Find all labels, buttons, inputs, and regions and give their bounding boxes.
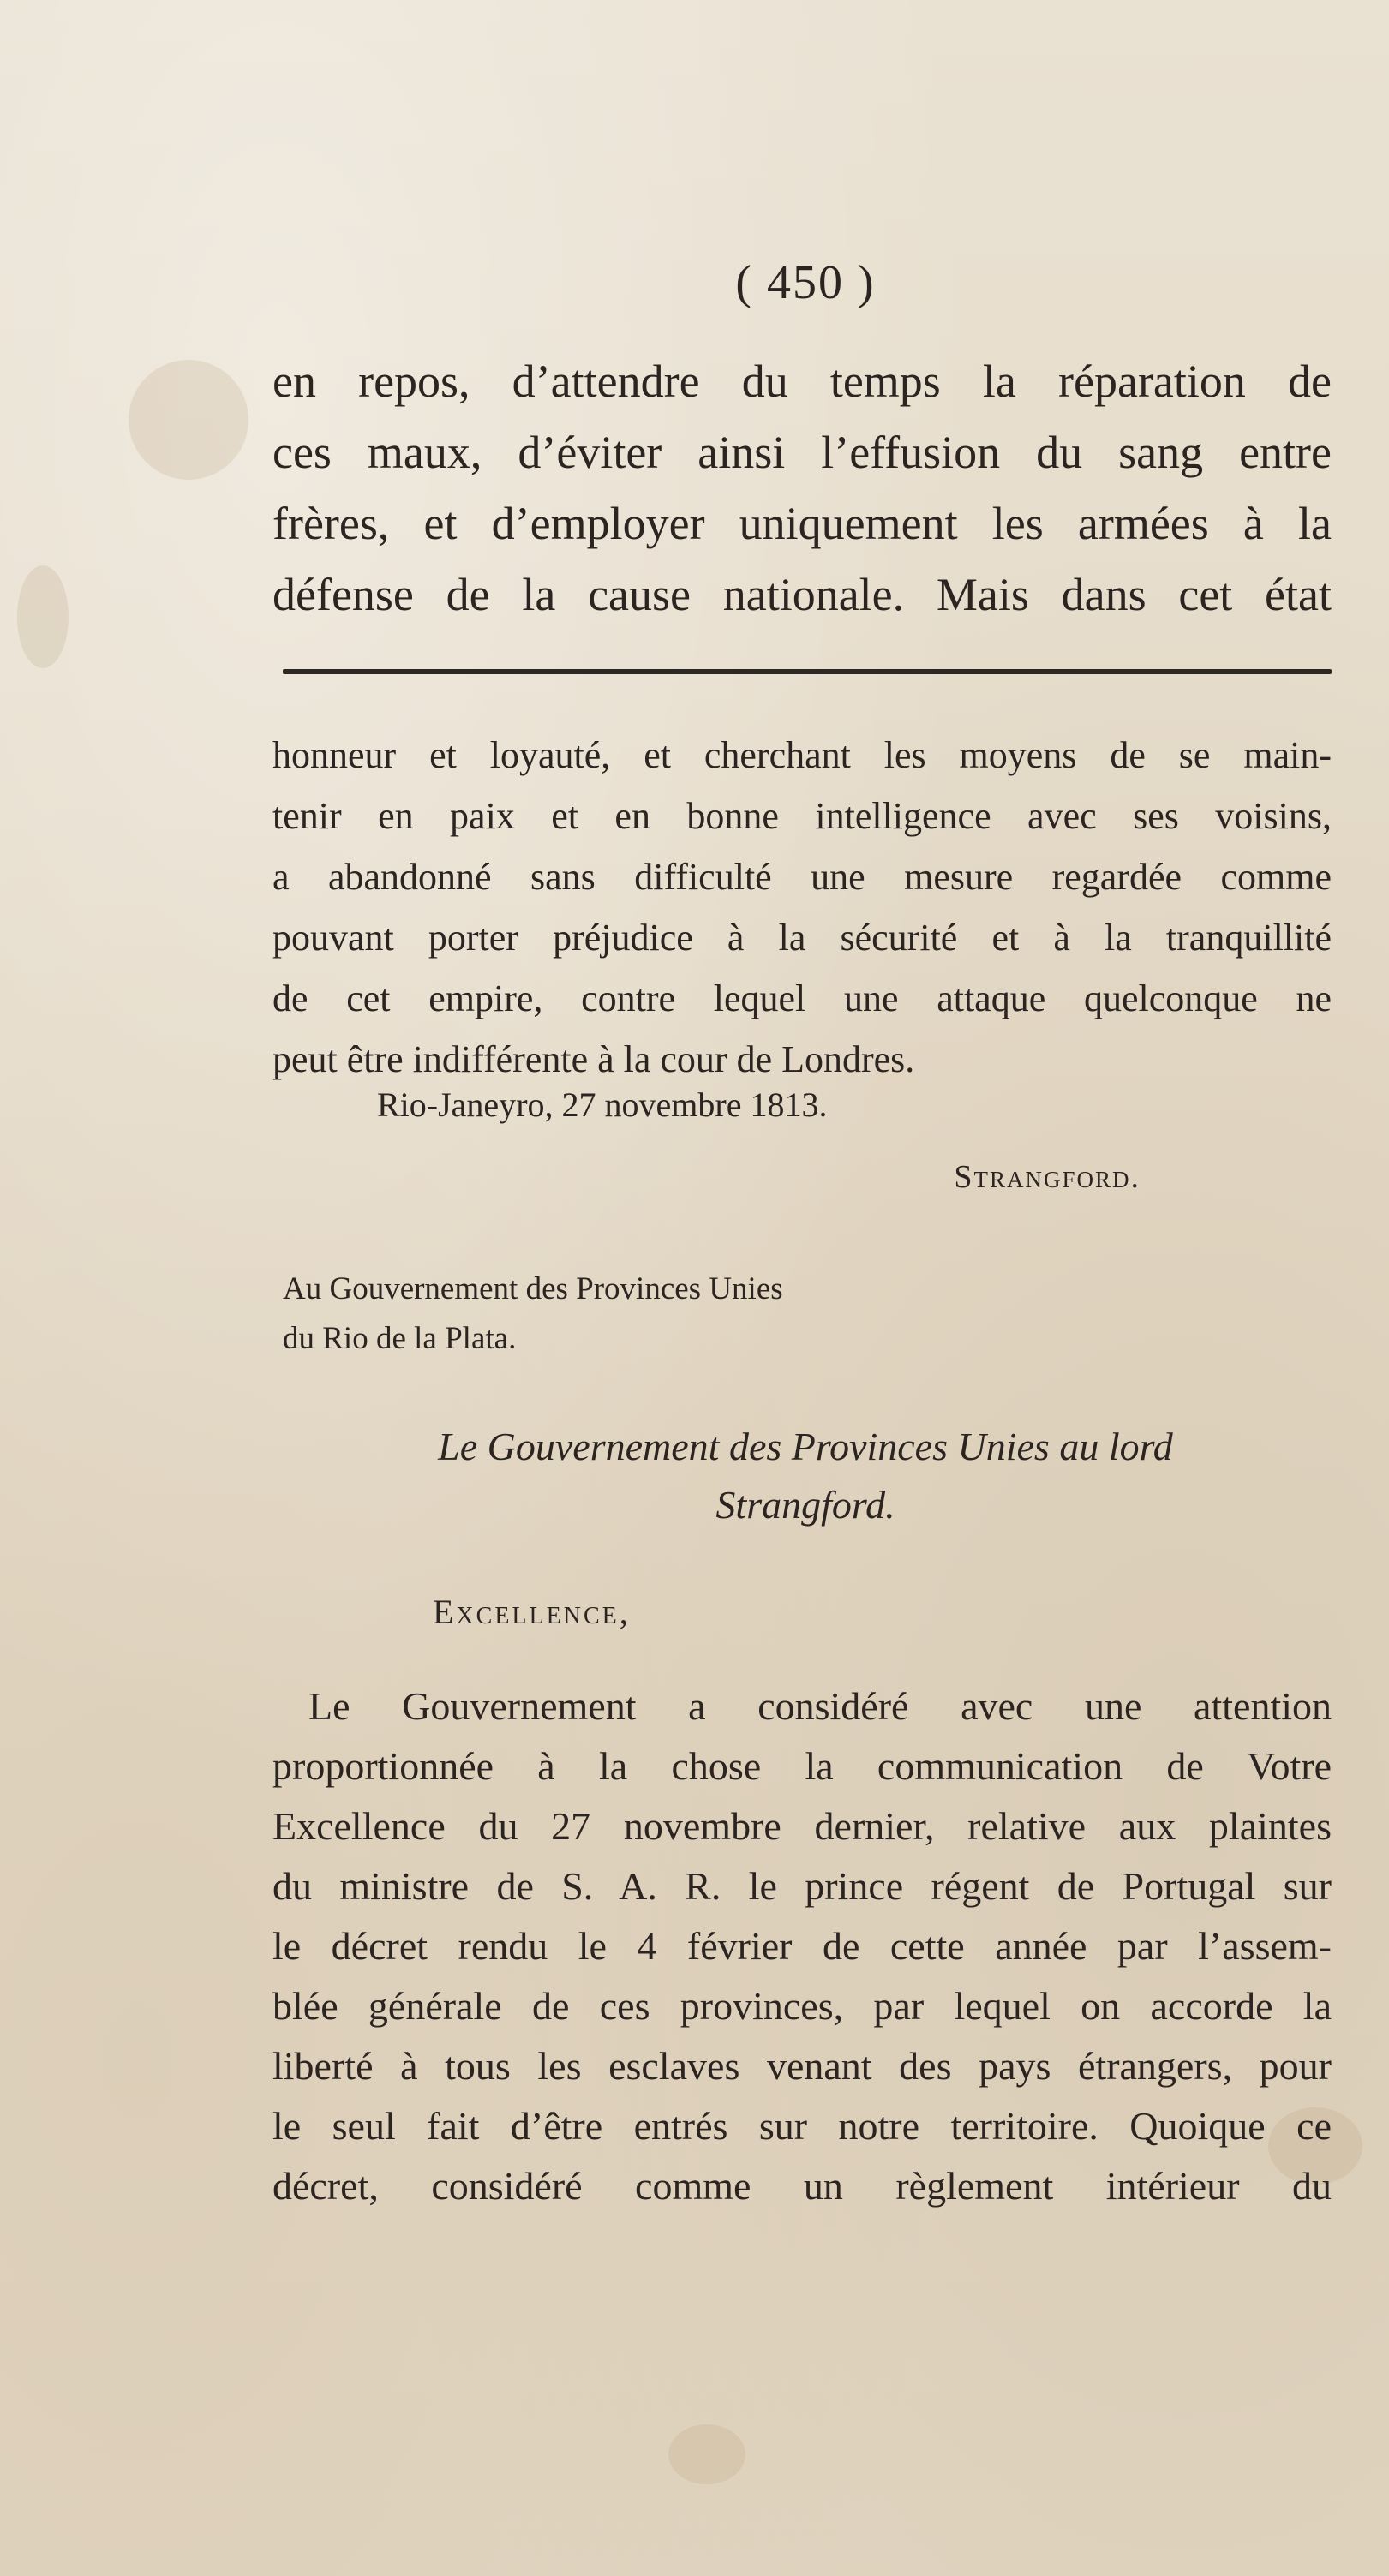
letter-line: le seul fait d’être entrés sur notre territoire. Quoique ce	[272, 2104, 1332, 2148]
letter-line: blée générale de ces provinces, par lequel on accorde la	[272, 1984, 1332, 2028]
letter-line: Excellence du 27 novembre dernier, relative aux plaintes	[272, 1804, 1332, 1848]
recipient-line: Au Gouvernement des Provinces Unies	[283, 1271, 783, 1306]
letter-line: du ministre de S. A. R. le prince régent de Portugal sur	[272, 1864, 1332, 1908]
recipient	[283, 1264, 783, 1364]
note-text	[272, 725, 1332, 1090]
letter-line: liberté à tous les esclaves venant des pays étrangers, pour	[272, 2044, 1332, 2088]
note-line: honneur et loyauté, et cherchant les moyens de se main-	[272, 734, 1332, 776]
heading-line: Strangford.	[715, 1483, 895, 1527]
text-line: ces maux, d’éviter ainsi l’effusion du sang entre	[272, 427, 1332, 478]
paper-stain	[129, 360, 248, 480]
note-line: de cet empire, contre lequel une attaque quelconque ne	[272, 977, 1332, 1019]
main-text	[272, 346, 1332, 631]
letter-body	[272, 1676, 1332, 2216]
text-line: en repos, d’attendre du temps la réparation de	[272, 356, 1332, 407]
signature: Strangford.	[954, 1159, 1141, 1195]
heading-line: Le Gouvernement des Provinces Unies au lord	[438, 1425, 1173, 1468]
paper-stain	[17, 565, 69, 668]
paper-stain	[668, 2424, 745, 2484]
place-date: Rio-Janeyro, 27 novembre 1813.	[377, 1085, 828, 1124]
note-line: tenir en paix et en bonne intelligence avec ses voisins,	[272, 795, 1332, 837]
page-number: ( 450 )	[735, 256, 876, 309]
separator-rule	[283, 669, 1332, 674]
text-line: défense de la cause nationale. Mais dans cet état	[272, 569, 1332, 620]
letter-line: décret, considéré comme un règlement intérieur du	[272, 2164, 1332, 2208]
letter-line: proportionnée à la chose la communication de Votre	[272, 1744, 1332, 1788]
letter-heading	[326, 1418, 1285, 1534]
recipient-line: du Rio de la Plata.	[283, 1321, 517, 1356]
note-line: peut être indifférente à la cour de Londres.	[272, 1038, 915, 1080]
letter-line: Le Gouvernement a considéré avec une attention	[308, 1684, 1332, 1728]
letter-line: le décret rendu le 4 février de cette année par l’assem-	[272, 1924, 1332, 1968]
salutation: Excellence,	[433, 1593, 631, 1631]
note-line: a abandonné sans difficulté une mesure regardée comme	[272, 856, 1332, 898]
note-line: pouvant porter préjudice à la sécurité et à la tranquillité	[272, 917, 1332, 959]
text-line: frères, et d’employer uniquement les armées à la	[272, 498, 1332, 549]
